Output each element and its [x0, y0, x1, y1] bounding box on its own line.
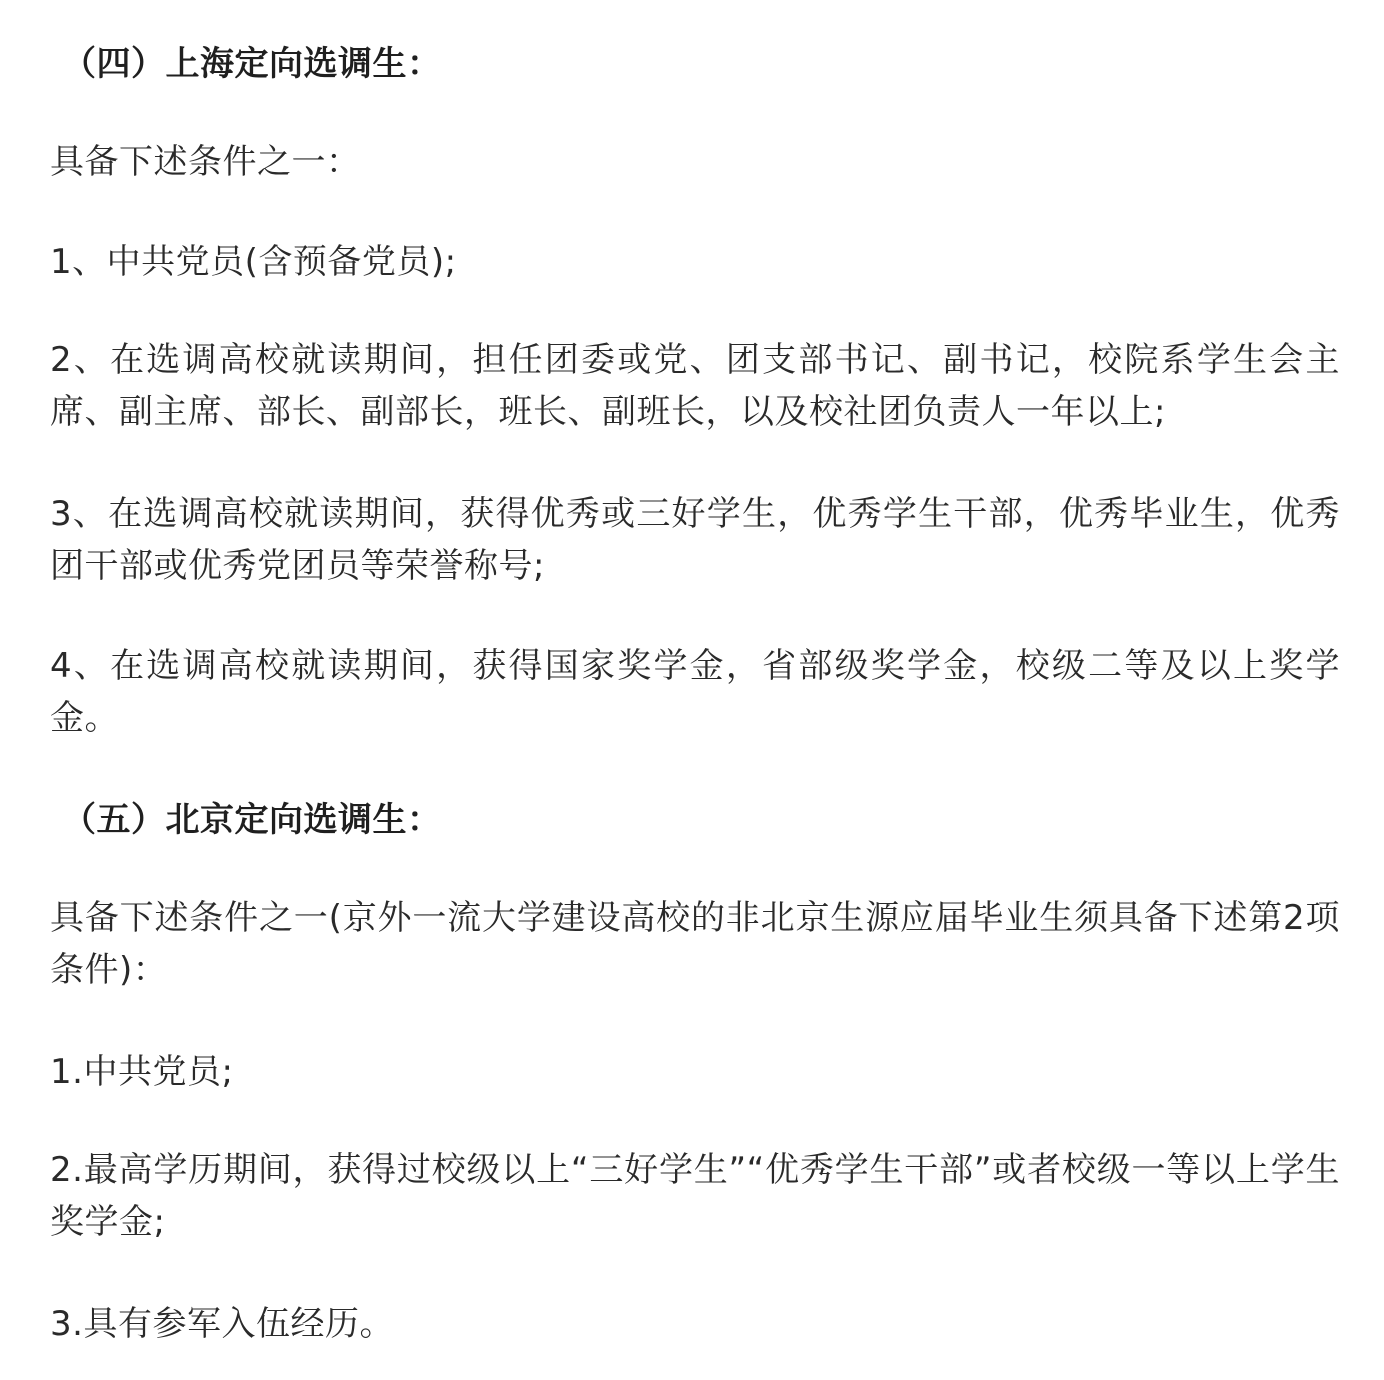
shanghai-item-3: 3、在选调高校就读期间，获得优秀或三好学生，优秀学生干部，优秀毕业生，优秀团干部或优秀党团员等荣誉称号;: [50, 494, 1340, 586]
shanghai-intro: 具备下述条件之一：: [50, 142, 361, 182]
beijing-intro: 具备下述条件之一(京外一流大学建设高校的非北京生源应届毕业生须具备下述第2项条件)：: [50, 898, 1340, 990]
section-heading-beijing: （五）北京定向选调生：: [62, 800, 442, 840]
shanghai-item-1: 1、中共党员(含预备党员);: [50, 242, 457, 282]
beijing-item-1: 1.中共党员;: [50, 1052, 234, 1092]
shanghai-item-2: 2、在选调高校就读期间，担任团委或党、团支部书记、副书记，校院系学生会主席、副主席、部长、副部长，班长、副班长，以及校社团负责人一年以上;: [50, 340, 1340, 432]
beijing-item-3: 3.具有参军入伍经历。: [50, 1304, 394, 1344]
section-heading-shanghai: （四）上海定向选调生：: [62, 44, 442, 84]
beijing-item-2: 2.最高学历期间，获得过校级以上“三好学生”“优秀学生干部”或者校级一等以上学生奖学金;: [50, 1150, 1340, 1242]
shanghai-item-4: 4、在选调高校就读期间，获得国家奖学金，省部级奖学金，校级二等及以上奖学金。: [50, 646, 1340, 738]
